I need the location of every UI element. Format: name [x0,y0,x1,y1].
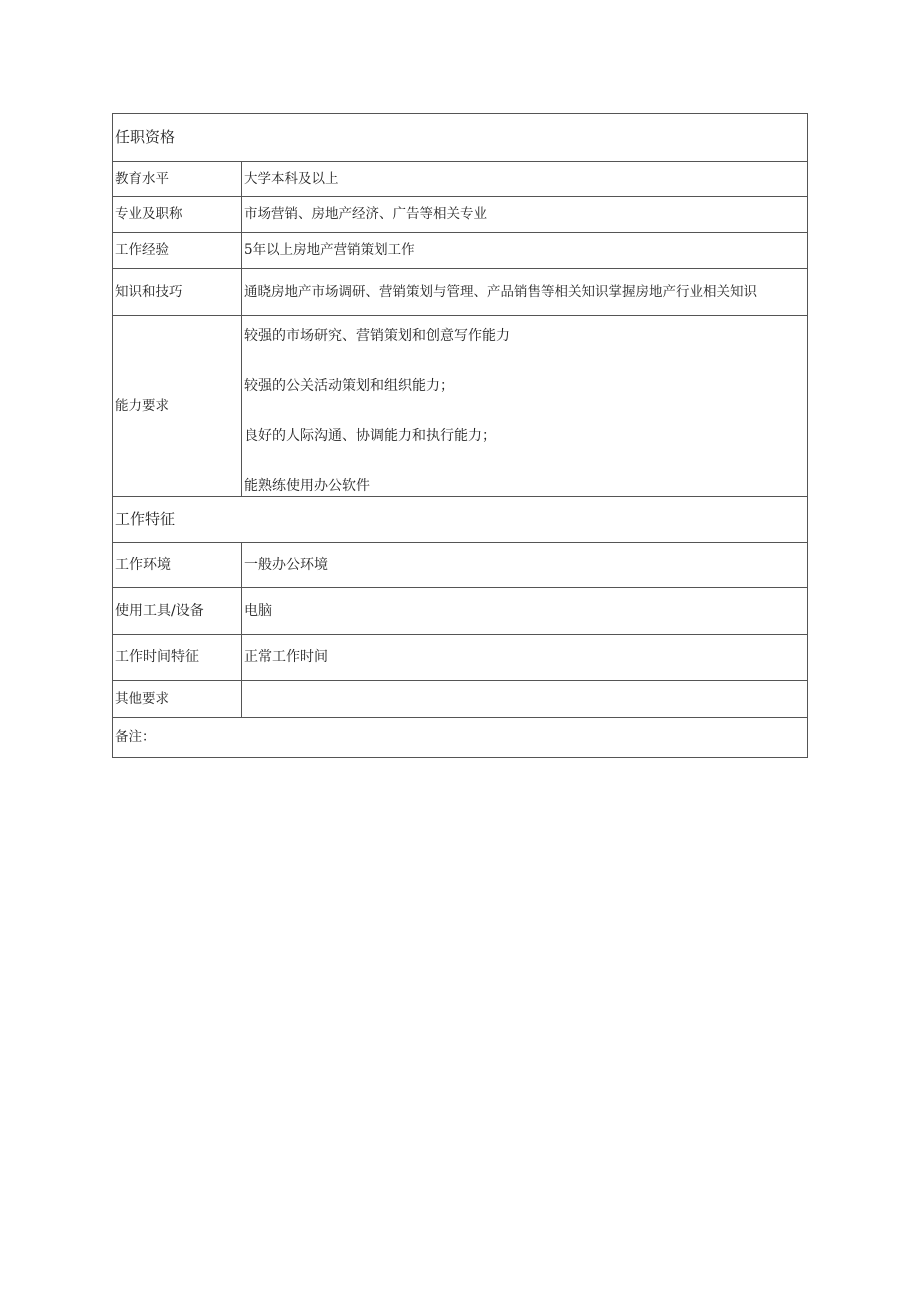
abilities-label: 能力要求 [113,316,242,497]
ability-item: 能熟练使用办公软件 [244,478,370,494]
tools-value: 电脑 [242,588,808,635]
work-time-value: 正常工作时间 [242,635,808,681]
ability-item: 良好的人际沟通、协调能力和执行能力； [244,428,496,444]
other-requirements-value [242,681,808,718]
qualifications-section-title: 任职资格 [113,114,808,162]
major-label: 专业及职称 [113,197,242,233]
education-label: 教育水平 [113,162,242,197]
major-value: 市场营销、房地产经济、广告等相关专业 [242,197,808,233]
education-value: 大学本科及以上 [242,162,808,197]
other-requirements-label: 其他要求 [113,681,242,718]
tools-label: 使用工具/设备 [113,588,242,635]
abilities-list [242,316,808,497]
knowledge-value: 通晓房地产市场调研、营销策划与管理、产品销售等相关知识掌握房地产行业相关知识 [242,269,808,316]
job-requirements-table [112,113,808,758]
knowledge-label: 知识和技巧 [113,269,242,316]
work-time-label: 工作时间特征 [113,635,242,681]
experience-value: 5年以上房地产营销策划工作 [242,233,808,269]
remarks: 备注： [113,718,808,758]
work-features-section-title: 工作特征 [113,497,808,543]
work-environment-value: 一般办公环境 [242,543,808,588]
experience-label: 工作经验 [113,233,242,269]
work-environment-label: 工作环境 [113,543,242,588]
ability-item: 较强的公关活动策划和组织能力； [244,378,454,394]
ability-item: 较强的市场研究、营销策划和创意写作能力 [244,328,510,344]
